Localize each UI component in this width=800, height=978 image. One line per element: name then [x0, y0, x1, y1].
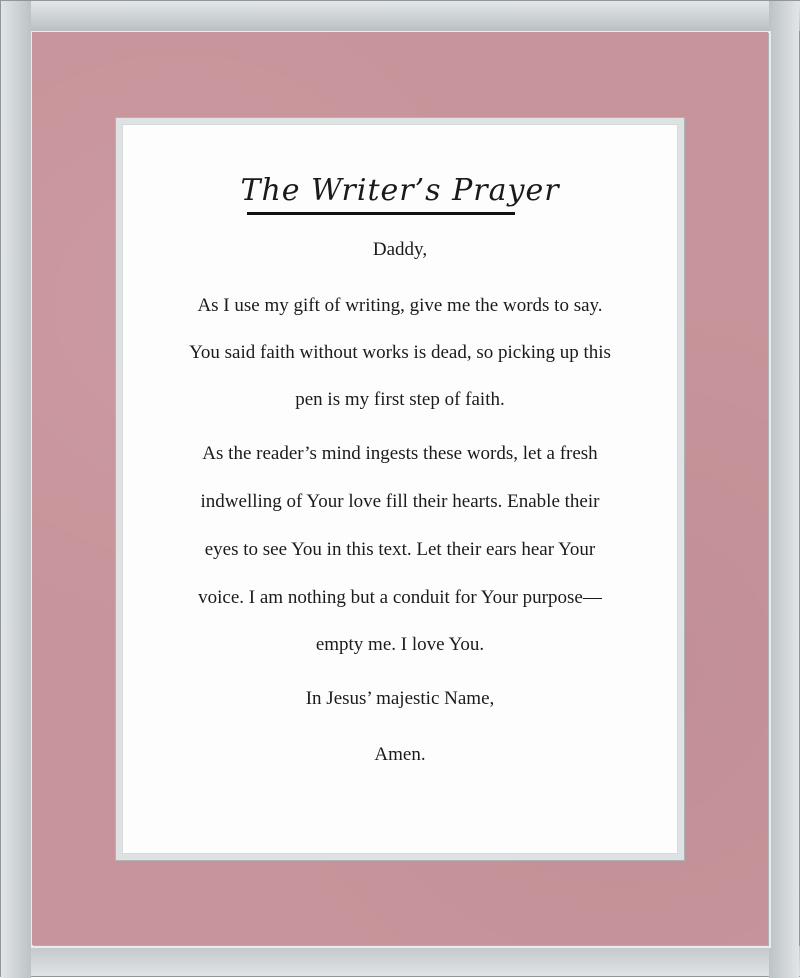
- title-underline: [247, 212, 515, 215]
- prayer-line: voice. I am nothing but a conduit for Your purpose—: [198, 587, 602, 608]
- prayer-line: empty me. I love You.: [315, 634, 485, 655]
- prayer-line: As I use my gift of writing, give me the words to say.: [197, 295, 603, 316]
- prayer-line: indwelling of Your love fill their hearts. Enable their: [200, 491, 600, 512]
- prayer-line: As the reader’s mind ingests these words, let a fresh: [202, 443, 598, 464]
- frame-top-edge: [1, 1, 800, 31]
- prayer-title: The Writer’s Prayer: [240, 173, 560, 208]
- prayer-amen: Amen.: [374, 744, 426, 765]
- prayer-line: eyes to see You in this text. Let their ears hear Your: [204, 539, 596, 560]
- prayer-paper: [122, 124, 678, 854]
- prayer-salutation: Daddy,: [372, 239, 428, 260]
- prayer-closing: In Jesus’ majestic Name,: [305, 688, 495, 709]
- frame-right-edge: [769, 1, 799, 978]
- frame-bottom-edge: [1, 946, 800, 976]
- prayer-line: You said faith without works is dead, so picking up this: [189, 342, 611, 363]
- frame-left-edge: [1, 1, 31, 978]
- prayer-line: pen is my first step of faith.: [295, 389, 505, 410]
